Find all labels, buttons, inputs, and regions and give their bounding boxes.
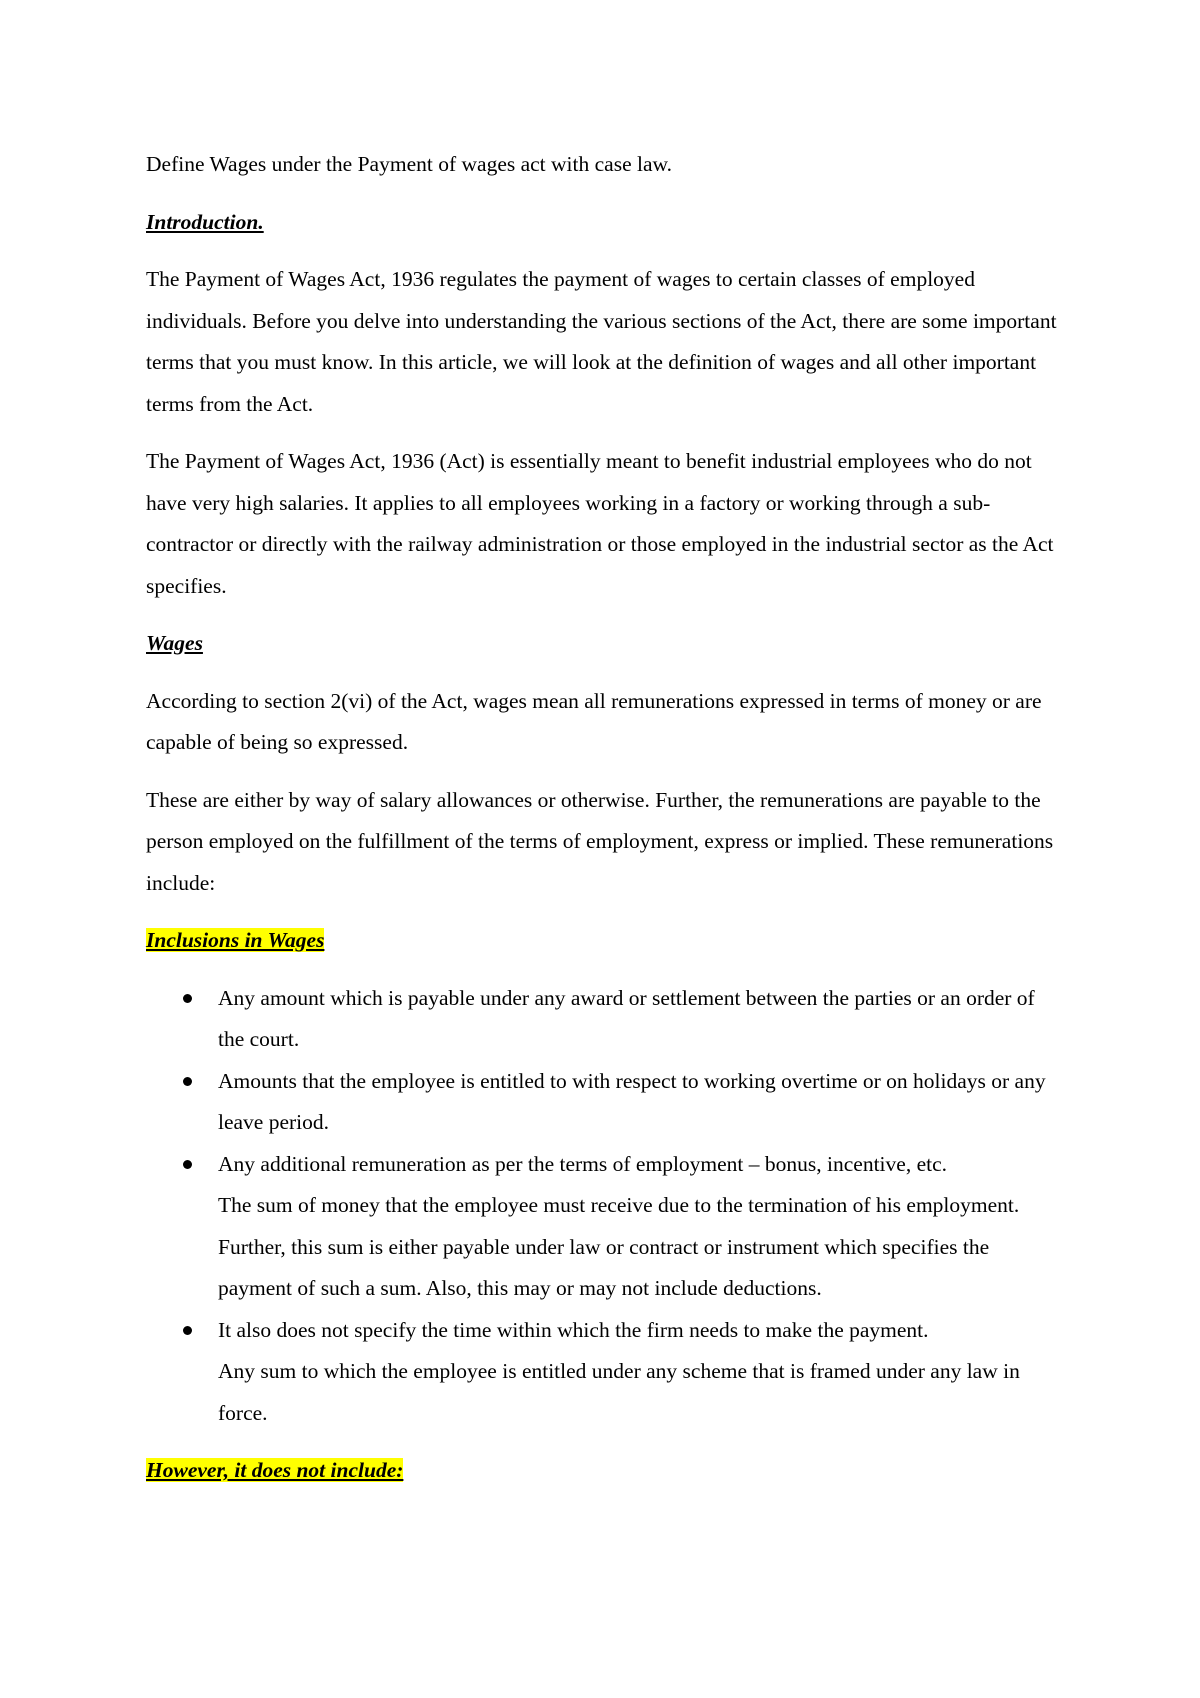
document-page [146,144,1066,1508]
bullet-icon [183,1077,192,1086]
list-item [146,1310,1066,1435]
list-item-text: Any additional remuneration as per the terms of employment – bonus, incentive, etc. [218,1151,948,1176]
wages-paragraph-1: According to section 2(vi) of the Act, wages mean all remunerations expressed in terms of money or are capable of being so expressed. [146,688,1042,754]
wages-paragraph-2: These are either by way of salary allowances or otherwise. Further, the remunerations are payable to the person employed on the fulfillment of the terms of employment, express or implied. These remunerations include: [146,787,1054,895]
wages-heading: Wages [146,631,203,655]
inclusions-list [146,978,1066,1435]
list-item [146,1061,1066,1144]
intro-paragraph-1: The Payment of Wages Act, 1936 regulates the payment of wages to certain classes of employed individuals. Before you delve into understanding the various sections of the Act, there are some important terms that you must know. In this article, we will look at the definition of wages and all other important terms from the Act. [146,267,1057,416]
intro-heading: Introduction. [146,209,264,234]
list-item-text: Any amount which is payable under any award or settlement between the parties or an order of the court. [218,985,1035,1051]
list-item [146,978,1066,1061]
list-item [146,1144,1066,1310]
bullet-icon [183,994,192,1003]
list-item-text: It also does not specify the time within which the firm needs to make the payment. [218,1317,929,1342]
bullet-icon [183,1160,192,1169]
list-item-text: Amounts that the employee is entitled to with respect to working overtime or on holidays or any leave period. [218,1068,1046,1134]
list-item-continuation: Any sum to which the employee is entitled under any scheme that is framed under any law in force. [218,1359,1020,1425]
document-title: Define Wages under the Payment of wages act with case law. [146,152,673,176]
list-item-continuation: The sum of money that the employee must receive due to the termination of his employment. Further, this sum is either payable under law or contract or instrument which specifies the payment of such a sum. Also, this may or may not include deductions. [218,1193,1020,1300]
exclusions-heading: However, it does not include: [146,1458,404,1482]
bullet-icon [183,1326,192,1335]
intro-paragraph-2: The Payment of Wages Act, 1936 (Act) is essentially meant to benefit industrial employees who do not have very high salaries. It applies to all employees working in a factory or working through a sub-contractor or directly with the railway administration or those employed in the industrial sector as the Act specifies. [146,449,1054,598]
inclusions-heading: Inclusions in Wages [146,928,325,952]
